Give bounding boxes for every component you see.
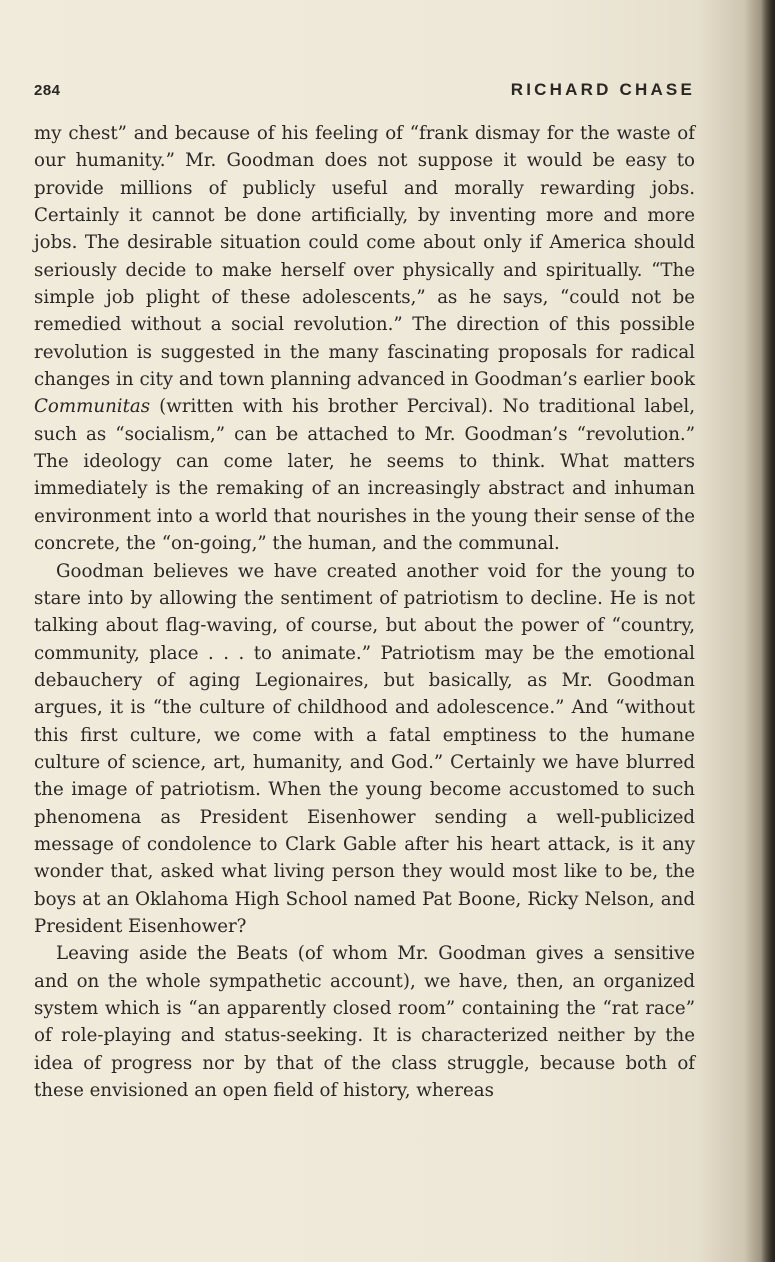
paragraph-2: Goodman believes we have created another void for the young to stare into by allowing the sentiment of patriotism to decline. He is not talking about flag-waving, of course, but about the power of “country, community, place . . . to animate.” Patriotism may be the emotional debauchery of aging Legionaires, but basically, as Mr. Goodman argues, it is “the culture of childhood and adolescence.” And “without this first culture, we come with a fatal emptiness to the humane culture of science, art, humanity, and God.” Certainly we have blurred the image of patriotism. When the young become accustomed to such phenomena as President Eisenhower sending a well-publicized message of condolence to Clark Gable after his heart attack, is it any wonder that, asked what living person they would most like to be, the boys at an Oklahoma High School named Pat Boone, Ricky Nelson, and President Eisenhower? [34, 560, 695, 937]
paragraph-3: Leaving aside the Beats (of whom Mr. Goodman gives a sensitive and on the whole sympathetic account), we have, then, an organized system which is “an apparently closed room” containing the “rat race” of role-playing and status-seeking. It is characterized neither by the idea of progress nor by that of the class struggle, because both of these envisioned an open field of history, whereas [34, 943, 695, 1102]
running-head: RICHARD CHASE [510, 80, 695, 99]
body-text [34, 120, 695, 1104]
paragraph-1-part-1: my chest” and because of his feeling of “frank dismay for the waste of our humanity.” Mr. Goodman does not suppose it would be easy to provide millions of publicly useful and morally rewarding jobs. Certainly it cannot be done artificially, by inventing more and more jobs. The desirable situation could come about only if America should seriously decide to make herself over physically and spiritually. “The simple job plight of these adolescents,” as he says, “could not be remedied without a social revolution.” The direction of this possible revolution is suggested in the many fascinating proposals for radical changes in city and town planning advanced in Goodman’s earlier book [34, 123, 695, 391]
book-title-communitas: Communitas [34, 396, 151, 418]
paragraph-1 [34, 120, 695, 558]
page-number: 284 [34, 82, 61, 99]
page-header [34, 80, 695, 104]
book-spine-shadow [761, 0, 775, 1262]
paragraph-1-part-2: (written with his brother Percival). No traditional label, such as “socialism,” can be attached to Mr. Goodman’s “revolution.” The ideology can come later, he seems to think. What matters immediately is the remaking of an increasingly abstract and inhuman environment into a world that nourishes in the young their sense of the concrete, the “on-going,” the human, and the communal. [34, 396, 695, 555]
